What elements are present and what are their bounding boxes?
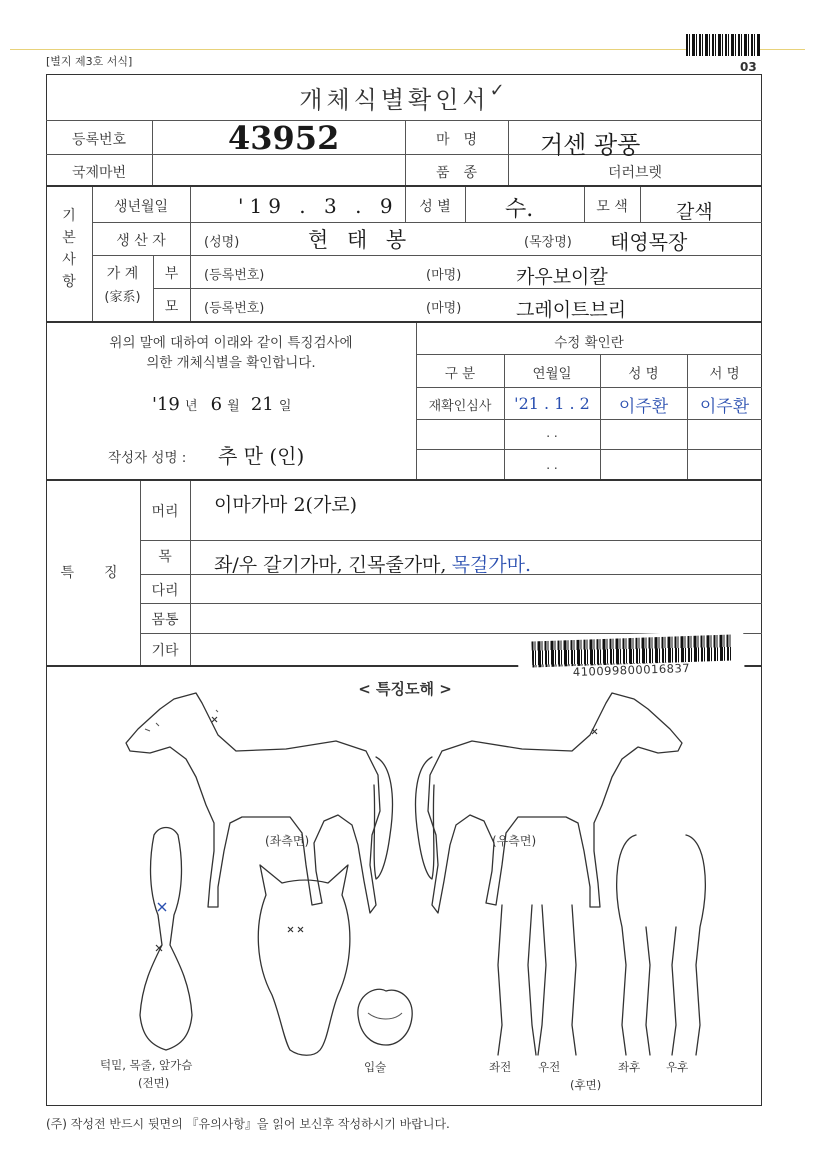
basic-section-label: 기 본 사 항 (62, 208, 76, 290)
left-hind-label: 좌후 (618, 1060, 641, 1074)
sex-label: 성 별 (419, 199, 451, 215)
sire-reg-label: (등록번호) (204, 268, 265, 283)
legs-label: 다리 (151, 583, 179, 599)
page-number: 03 (740, 60, 757, 74)
horse-diagram (46, 665, 762, 1106)
revision-division: 재확인심사 (428, 399, 492, 414)
reg-no-label: 등록번호 (71, 132, 127, 148)
revision-name: 이주환 (618, 397, 669, 417)
front-legs-view (498, 905, 576, 1055)
breed-value: 더러브렛 (607, 165, 663, 181)
revision-date-blank: . . (546, 458, 558, 472)
etc-label: 기타 (151, 643, 179, 659)
dam-reg-label: (등록번호) (204, 301, 265, 316)
pedigree-label: 가 계 (家系) (104, 266, 141, 305)
underside-label: 턱밑, 목줄, 앞가슴 (100, 1058, 193, 1072)
author-label: 작성자 성명 : (108, 450, 187, 466)
features-section-label: 특 징 (60, 565, 126, 581)
year-unit: 년 (184, 399, 198, 414)
date-year: '19 (152, 394, 180, 415)
rear-view-label: (후면) (570, 1078, 602, 1092)
body-label: 몸통 (151, 612, 179, 628)
form-title: 개체식별확인서✓ (299, 80, 509, 114)
diagram-title: < 특징도해 > (358, 680, 452, 698)
col-division: 구 분 (444, 366, 476, 382)
farm-label: (목장명) (524, 235, 572, 250)
barcode-number: 410099800016837 (572, 660, 691, 680)
dam-label: 모 (164, 299, 179, 315)
form-code: [별지 제3호 서식] (46, 55, 133, 68)
neck-value-blue: 목걸가마. (451, 554, 532, 576)
date-day: 21 (250, 394, 274, 415)
horse-name-value: 거센 광풍 (540, 131, 641, 159)
left-side-label: (좌측면) (265, 834, 310, 848)
sire-name-value: 카우보이칼 (516, 266, 608, 288)
revision-date-blank: . . (546, 426, 558, 440)
birth-value: '19 . 3 . 9 (238, 194, 399, 218)
sire-name-label: (마명) (426, 268, 462, 283)
dam-name-label: (마명) (426, 301, 462, 316)
lips-view (358, 989, 412, 1045)
left-front-label: 좌전 (489, 1060, 512, 1074)
sex-value: 수. (505, 197, 534, 222)
reg-no-value: 43952 (228, 119, 340, 157)
date-month: 6 (210, 394, 223, 415)
col-date: 연월일 (532, 366, 572, 382)
horse-name-label: 마 명 (435, 132, 478, 148)
check-mark: ✓ (489, 80, 509, 101)
intl-no-label: 국제마번 (71, 165, 127, 181)
confirm-date (152, 394, 291, 415)
col-name: 성 명 (628, 366, 659, 382)
lips-label: 입술 (364, 1060, 387, 1074)
head-label: 머리 (151, 504, 179, 520)
underside-view (140, 828, 192, 1051)
author-signature: 추 만 (인) (218, 444, 305, 468)
neck-value: 좌/우 갈기가마, 긴목줄가마, 목걸가마. (214, 554, 532, 576)
head-value: 이마가마 2(가로) (214, 494, 358, 516)
right-hind-label: 우후 (666, 1060, 689, 1074)
dam-name-value: 그레이트브리 (516, 299, 627, 321)
month-unit: 월 (227, 399, 240, 414)
right-side-label: (우측면) (492, 834, 537, 848)
revision-title: 수정 확인란 (554, 335, 624, 351)
right-side-horse (416, 693, 682, 913)
col-sign: 서 명 (709, 366, 740, 382)
left-side-horse (126, 693, 392, 913)
neck-label: 목 (158, 549, 172, 565)
footer-note: (주) 작성전 반드시 뒷면의 『유의사항』을 읽어 보신후 작성하시기 바랍니다. (46, 1117, 450, 1131)
producer-name-value: 현 태 봉 (308, 228, 413, 252)
farm-value: 태영목장 (610, 230, 688, 254)
producer-name-label: (성명) (204, 235, 240, 250)
confirm-statement: 위의 말에 대하여 이래와 같이 특징검사에 의한 개체식별을 확인합니다. (109, 335, 353, 371)
breed-label: 품 종 (435, 165, 478, 181)
front-head-view (258, 865, 350, 1055)
color-value: 갈색 (676, 201, 713, 223)
birth-label: 생년월일 (113, 199, 169, 215)
top-barcode (686, 34, 760, 56)
color-label: 모 색 (596, 199, 628, 215)
day-unit: 일 (278, 399, 292, 414)
producer-label: 생 산 자 (116, 233, 166, 249)
revision-date: '21 . 1 . 2 (514, 394, 590, 413)
sire-label: 부 (164, 266, 179, 282)
rear-view (617, 835, 706, 1055)
right-front-label: 우전 (538, 1060, 561, 1074)
revision-sign: 이주환 (699, 397, 750, 417)
front-view-label: (전면) (138, 1076, 170, 1090)
